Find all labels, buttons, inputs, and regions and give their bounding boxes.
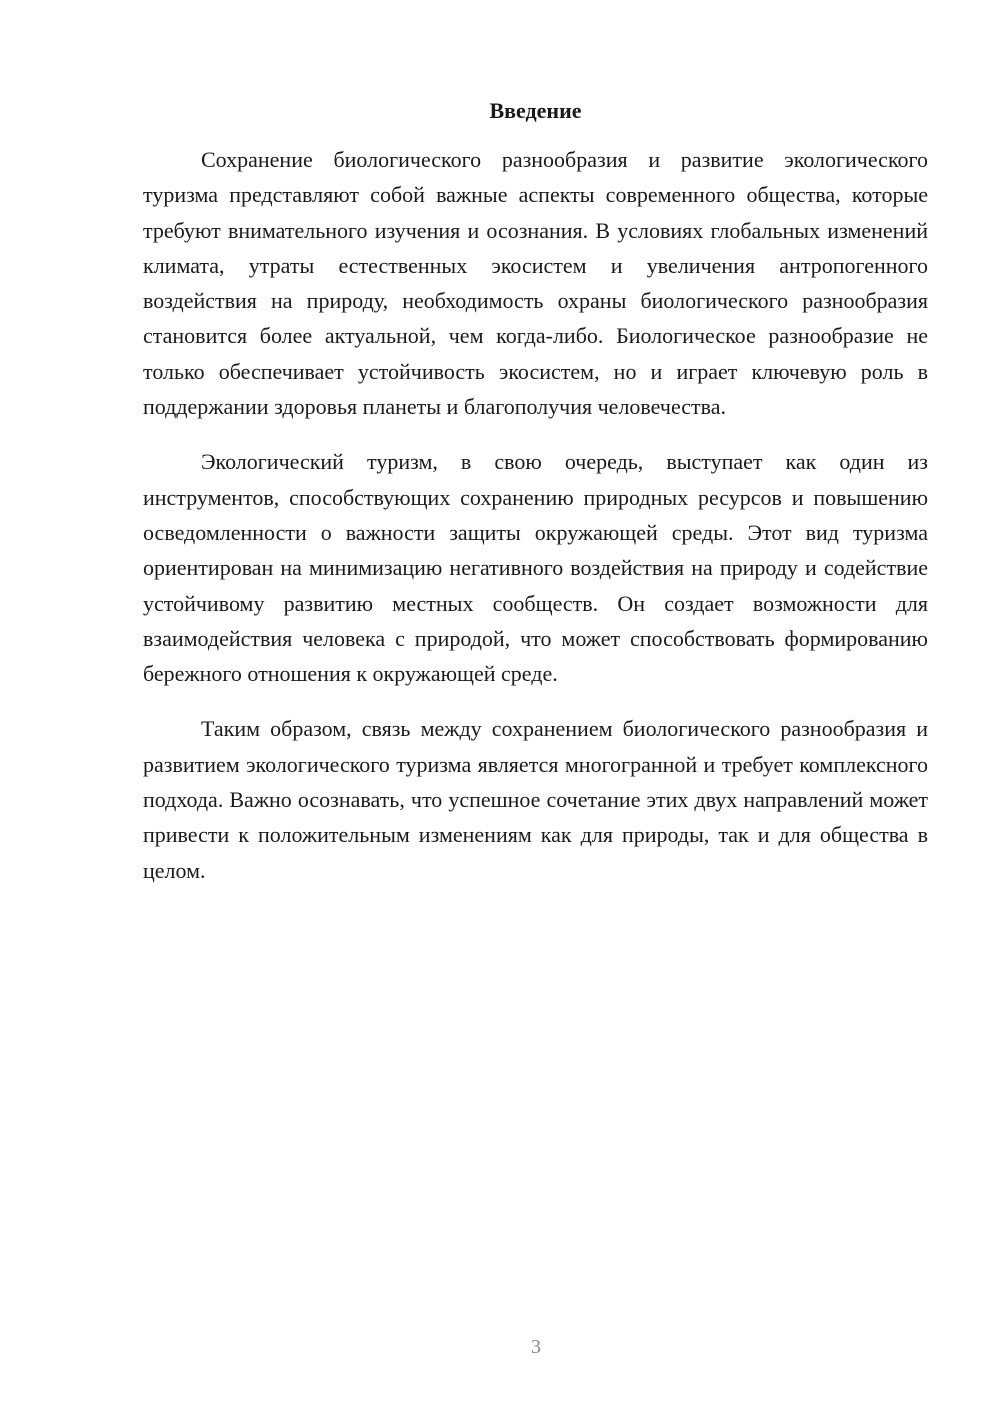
paragraph-3: Таким образом, связь между сохранением биологического разнообразия и развитием экологического туризма является многогранной и требует комплексного подхода. Важно осознавать, что успешное сочетание этих двух направлений может привести к положительным изменениям как для природы, так и для общества в целом. [143,716,928,883]
paragraph-1: Сохранение биологического разнообразия и развитие экологического туризма представляют собой важные аспекты современного общества, которые требуют внимательного изучения и осознания. В условиях глобальных изменений климата, утраты естественных экосистем и увеличения антропогенного воздействия на природу, необходимость охраны биологического разнообразия становится более актуальной, чем когда-либо. Биологическое разнообразие не только обеспечивает устойчивость экосистем, но и играет ключевую роль в поддержании здоровья планеты и благополучия человечества. [143,147,928,420]
section-heading: Введение [489,98,582,123]
page-number: 3 [531,1336,541,1358]
body-text [143,142,928,908]
paragraph-2: Экологический туризм, в свою очередь, выступает как один из инструментов, способствующих сохранению природных ресурсов и повышению осведомленности о важности защиты окружающей среды. Этот вид туризма ориентирован на минимизацию негативного воздействия на природу и содействие устойчивому развитию местных сообществ. Он создает возможности для взаимодействия человека с природой, что может способствовать формированию бережного отношения к окружающей среде. [143,449,928,687]
